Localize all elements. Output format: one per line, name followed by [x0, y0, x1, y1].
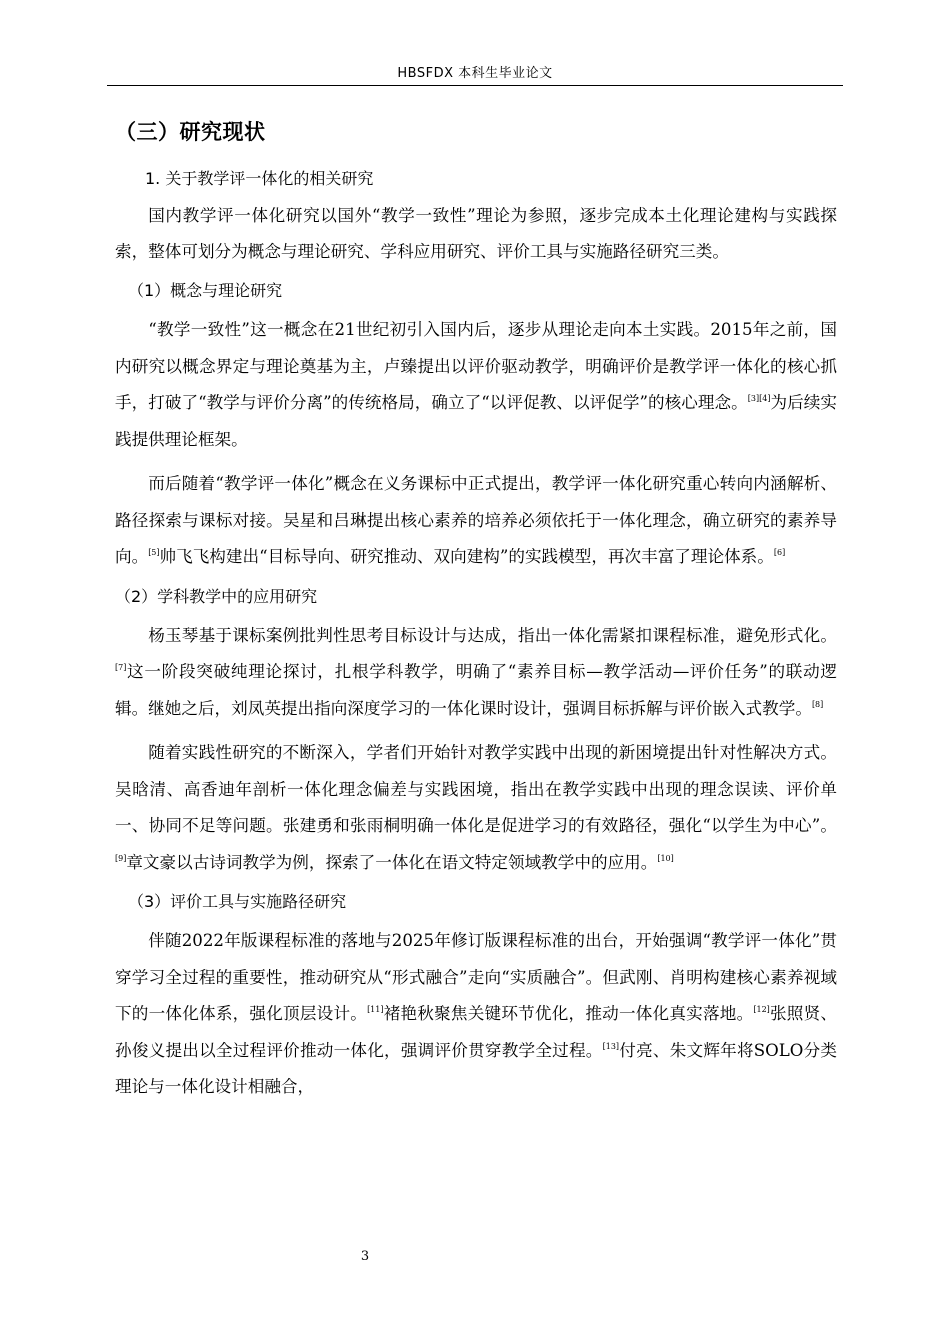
paragraph-text: 张照贤、孙俊义提出以全过程评价推动一体化，强调评价贯穿教学全过程。 [115, 1004, 838, 1060]
paragraph-text: 随着实践性研究的不断深入，学者们开始针对教学实践中出现的新困境提出针对性解决方式。吴晗清、高香迪年剖析一体化理念偏差与实践困境，指出在教学实践中出现的理念误读、评价单一、协同不足等问题。张建勇和张雨桐明确一体化是促进学习的有效路径，强化“以学生为中心”。 [115, 743, 837, 835]
paragraph-concept-2 [115, 466, 837, 576]
paragraph-tools-1 [115, 923, 837, 1106]
paragraph-text: 褚艳秋聚焦关键环节优化，推动一体化真实落地。 [383, 1004, 754, 1023]
paragraph-text: “教学一致性”这一概念在21世纪初引入国内后，逐步从理论走向本土实践。2015年之前，国内研究以概念界定与理论奠基为主，卢臻提出以评价驱动教学，明确评价是教学评一体化的核心抓手，打破了“教学与评价分离”的传统格局，确立了“以评促教、以评促学”的核心理念。 [115, 320, 837, 412]
citation-ref: [13] [602, 1041, 620, 1051]
page-body [115, 116, 837, 1114]
paragraph-text: 杨玉琴基于课标案例批判性思考目标设计与达成，指出一体化需紧扣课程标准，避免形式化。 [148, 625, 837, 645]
citation-ref: [10] [657, 853, 674, 863]
subsection-3-title: （3）评价工具与实施路径研究 [128, 892, 347, 911]
subsection-title: 1. 关于教学评一体化的相关研究 [145, 169, 374, 188]
paragraph-application-2 [115, 735, 837, 881]
header-divider [107, 85, 843, 86]
paragraph-text: 付亮、朱文辉年将SOLO分类理论与一体化设计相融合， [115, 1040, 837, 1096]
paragraph-text: 章文豪以古诗词教学为例，探索了一体化在语文特定领域教学中的应用。 [126, 852, 658, 872]
citation-ref: [12] [753, 1005, 770, 1014]
running-header: HBSFDX 本科生毕业论文 [397, 66, 553, 81]
page-number: 3 [360, 1249, 370, 1264]
citation-ref: [8] [811, 699, 824, 709]
citation-ref: [9] [115, 853, 127, 863]
citation-ref: [6] [773, 548, 786, 557]
paragraph-text: 而后随着“教学评一体化”概念在义务课标中正式提出，教学评一体化研究重心转向内涵解析、路径探索与课标对接。吴星和吕琳提出核心素养的培养必须依托于一体化理念，确立研究的素养导向。 [115, 474, 837, 566]
paragraph-text: 这一阶段突破纯理论探讨，扎根学科教学，明确了“素养目标—教学活动—评价任务”的联动逻辑。继她之后，刘凤英提出指向深度学习的一体化课时设计，强调目标拆解与评价嵌入式教学。 [115, 662, 837, 718]
intro-paragraph: 国内教学评一体化研究以国外“教学一致性”理论为参照，逐步完成本土化理论建构与实践探索，整体可划分为概念与理论研究、学科应用研究、评价工具与实施路径研究三类。 [115, 206, 837, 261]
subsection-1-title: （1）概念与理论研究 [128, 281, 283, 300]
citation-ref: [7] [115, 663, 127, 672]
citation-ref: [3][4] [747, 394, 771, 403]
paragraph-text: 为后续实践提供理论框架。 [115, 393, 837, 449]
section-title: （三）研究现状 [115, 120, 266, 144]
paragraph-concept-1 [115, 312, 837, 458]
paragraph-text: 帅飞飞构建出“目标导向、研究推动、双向建构”的实践模型，再次丰富了理论体系。 [159, 547, 774, 566]
citation-ref: [5] [148, 548, 160, 557]
paragraph-text: 伴随2022年版课程标准的落地与2025年修订版课程标准的出台，开始强调“教学评一体化”贯穿学习全过程的重要性，推动研究从“形式融合”走向“实质融合”。但武刚、肖明构建核心素养视域下的一体化体系，强化顶层设计。 [115, 931, 837, 1023]
subsection-2-title: （2）学科教学中的应用研究 [115, 586, 318, 606]
citation-ref: [11] [367, 1005, 384, 1014]
paragraph-application-1 [115, 618, 837, 728]
